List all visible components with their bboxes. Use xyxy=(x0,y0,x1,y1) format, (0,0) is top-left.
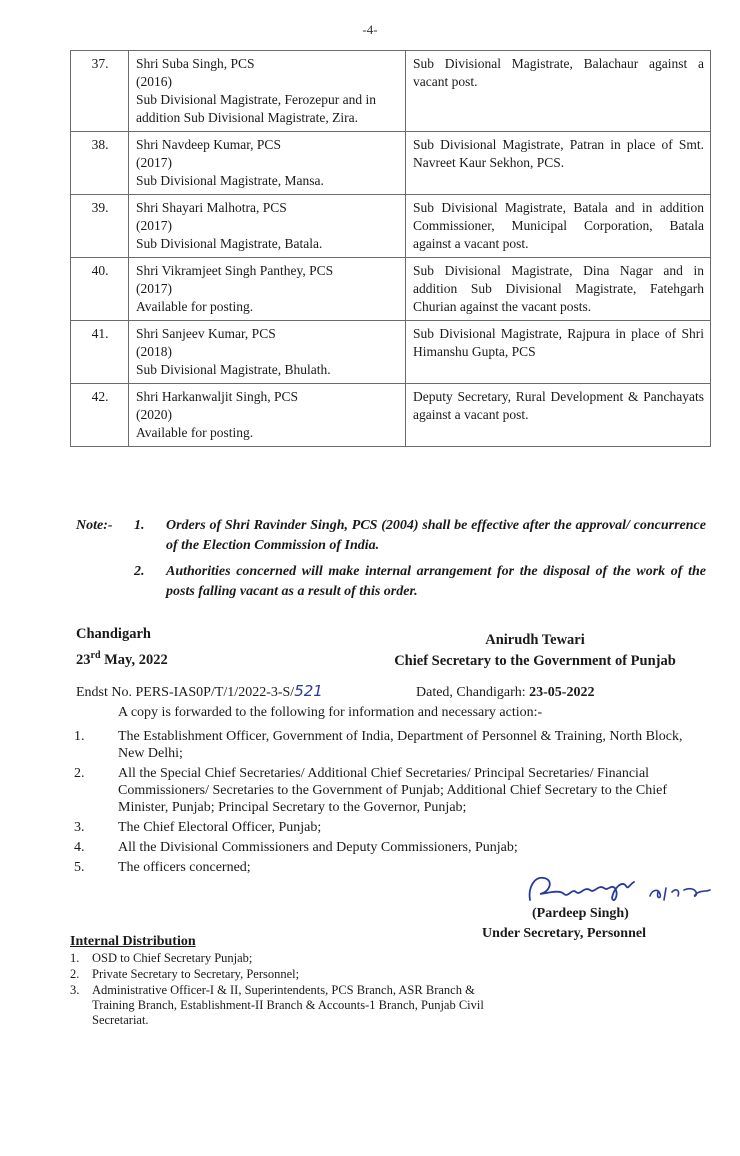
posting-cell: Deputy Secretary, Rural Development & Panchayats against a vacant post. xyxy=(406,384,711,447)
officer-line: Sub Divisional Magistrate, Mansa. xyxy=(136,173,324,188)
recipient-number: 5. xyxy=(74,860,85,875)
recipient-item xyxy=(74,728,694,762)
internal-item-number: 3. xyxy=(70,983,80,997)
officer-line: (2017) xyxy=(136,281,172,296)
recipient-number: 3. xyxy=(74,820,85,835)
handwritten-number: 521 xyxy=(294,682,323,700)
serial-number-cell: 37. xyxy=(71,51,129,132)
serial-number-cell: 40. xyxy=(71,258,129,321)
notes-section xyxy=(76,516,706,608)
order-date: 23rd May, 2022 xyxy=(76,650,168,668)
under-secretary-title: Under Secretary, Personnel xyxy=(482,926,646,941)
recipients-list xyxy=(74,728,694,879)
note-number: 1. xyxy=(134,518,145,533)
officer-line: (2017) xyxy=(136,218,172,233)
under-secretary-name: (Pardeep Singh) xyxy=(532,906,629,921)
recipient-number: 1. xyxy=(74,729,85,744)
officer-cell xyxy=(129,384,406,447)
serial-number-cell: 42. xyxy=(71,384,129,447)
officer-line: (2018) xyxy=(136,344,172,359)
place-date-block xyxy=(76,624,168,671)
officer-line: (2017) xyxy=(136,155,172,170)
internal-item-number: 1. xyxy=(70,951,80,965)
table-row xyxy=(71,51,711,132)
note-text: Authorities concerned will make internal arrangement for the disposal of the work of the posts falling vacant as a result of this order. xyxy=(166,564,706,599)
officer-line: Shri Navdeep Kumar, PCS xyxy=(136,137,281,152)
recipient-number: 4. xyxy=(74,840,85,855)
internal-distribution xyxy=(70,934,490,1029)
recipient-item xyxy=(74,819,694,836)
recipient-text: The officers concerned; xyxy=(118,860,251,875)
internal-item-text: Private Secretary to Secretary, Personnel; xyxy=(92,967,300,981)
officer-line: Shri Suba Singh, PCS xyxy=(136,56,255,71)
note-text: Orders of Shri Ravinder Singh, PCS (2004) shall be effective after the approval/ concurrence of the Election Commission of India. xyxy=(166,518,706,553)
recipient-text: All the Divisional Commissioners and Deputy Commissioners, Punjab; xyxy=(118,840,518,855)
note-label: Note:- xyxy=(76,518,113,533)
posting-cell: Sub Divisional Magistrate, Balachaur against a vacant post. xyxy=(406,51,711,132)
officer-line: Shri Harkanwaljit Singh, PCS xyxy=(136,389,299,404)
recipient-number: 2. xyxy=(74,766,85,781)
officer-line: Sub Divisional Magistrate, Ferozepur and in addition Sub Divisional Magistrate, Zira. xyxy=(136,92,376,125)
internal-distribution-item xyxy=(70,967,490,982)
table-row xyxy=(71,195,711,258)
posting-cell: Sub Divisional Magistrate, Batala and in addition Commissioner, Municipal Corporation, Batala against a vacant post. xyxy=(406,195,711,258)
postings-table xyxy=(70,50,711,447)
internal-distribution-item xyxy=(70,983,490,1028)
table-row xyxy=(71,321,711,384)
officer-line: Sub Divisional Magistrate, Bhulath. xyxy=(136,362,331,377)
officer-cell xyxy=(129,195,406,258)
officer-cell xyxy=(129,132,406,195)
note-item xyxy=(76,516,706,556)
officer-line: Shri Shayari Malhotra, PCS xyxy=(136,200,287,215)
page-number: -4- xyxy=(362,22,378,37)
copy-forward-intro: A copy is forwarded to the following for information and necessary action:- xyxy=(118,705,543,720)
internal-distribution-item xyxy=(70,951,490,966)
note-item xyxy=(76,562,706,602)
place: Chandigarh xyxy=(76,626,151,642)
officer-cell xyxy=(129,321,406,384)
officer-line: Sub Divisional Magistrate, Batala. xyxy=(136,236,323,251)
recipient-item xyxy=(74,839,694,856)
table-row xyxy=(71,258,711,321)
note-number: 2. xyxy=(134,564,145,579)
internal-item-text: Administrative Officer-I & II, Superintendents, PCS Branch, ASR Branch & Training Branch, Establishment-II Branch & Accounts-1 Branch, Punjab Civil Secretariat. xyxy=(92,983,484,1027)
endorsement-number: Endst No. PERS-IAS0P/T/1/2022-3-S/ xyxy=(76,685,295,700)
internal-item-text: OSD to Chief Secretary Punjab; xyxy=(92,951,253,965)
internal-item-number: 2. xyxy=(70,967,80,981)
officer-cell xyxy=(129,51,406,132)
under-secretary-signature-block xyxy=(480,870,720,950)
recipient-item xyxy=(74,765,694,816)
table-row xyxy=(71,384,711,447)
posting-cell: Sub Divisional Magistrate, Dina Nagar and in addition Sub Divisional Magistrate, Fatehgarh Churian against the vacant posts. xyxy=(406,258,711,321)
internal-distribution-heading: Internal Distribution xyxy=(70,934,196,949)
serial-number-cell: 38. xyxy=(71,132,129,195)
officer-line: (2020) xyxy=(136,407,172,422)
signatory-name: Anirudh Tewari xyxy=(485,632,585,648)
endorsement-line xyxy=(76,682,706,702)
officer-cell xyxy=(129,258,406,321)
signatory-designation: Chief Secretary to the Government of Punjab xyxy=(394,653,676,669)
recipient-text: The Establishment Officer, Government of India, Department of Personnel & Training, North Block, New Delhi; xyxy=(118,729,683,761)
officer-line: (2016) xyxy=(136,74,172,89)
signatory-block xyxy=(380,630,690,672)
officer-line: Available for posting. xyxy=(136,425,254,440)
recipient-text: All the Special Chief Secretaries/ Additional Chief Secretaries/ Principal Secretaries/ Financial Commissioners/ Secretaries to the Government of Punjab; Additional Chief Secretary to the Chief Minister, Punjab; Principal Secretary to the Governor, Punjab; xyxy=(118,766,667,815)
serial-number-cell: 39. xyxy=(71,195,129,258)
recipient-text: The Chief Electoral Officer, Punjab; xyxy=(118,820,322,835)
posting-cell: Sub Divisional Magistrate, Patran in place of Smt. Navreet Kaur Sekhon, PCS. xyxy=(406,132,711,195)
serial-number-cell: 41. xyxy=(71,321,129,384)
dated-value: 23-05-2022 xyxy=(529,685,595,700)
officer-line: Shri Vikramjeet Singh Panthey, PCS xyxy=(136,263,334,278)
dated-label: Dated, Chandigarh: xyxy=(416,685,530,700)
officer-line: Shri Sanjeev Kumar, PCS xyxy=(136,326,276,341)
posting-cell: Sub Divisional Magistrate, Rajpura in place of Shri Himanshu Gupta, PCS xyxy=(406,321,711,384)
table-row xyxy=(71,132,711,195)
officer-line: Available for posting. xyxy=(136,299,254,314)
